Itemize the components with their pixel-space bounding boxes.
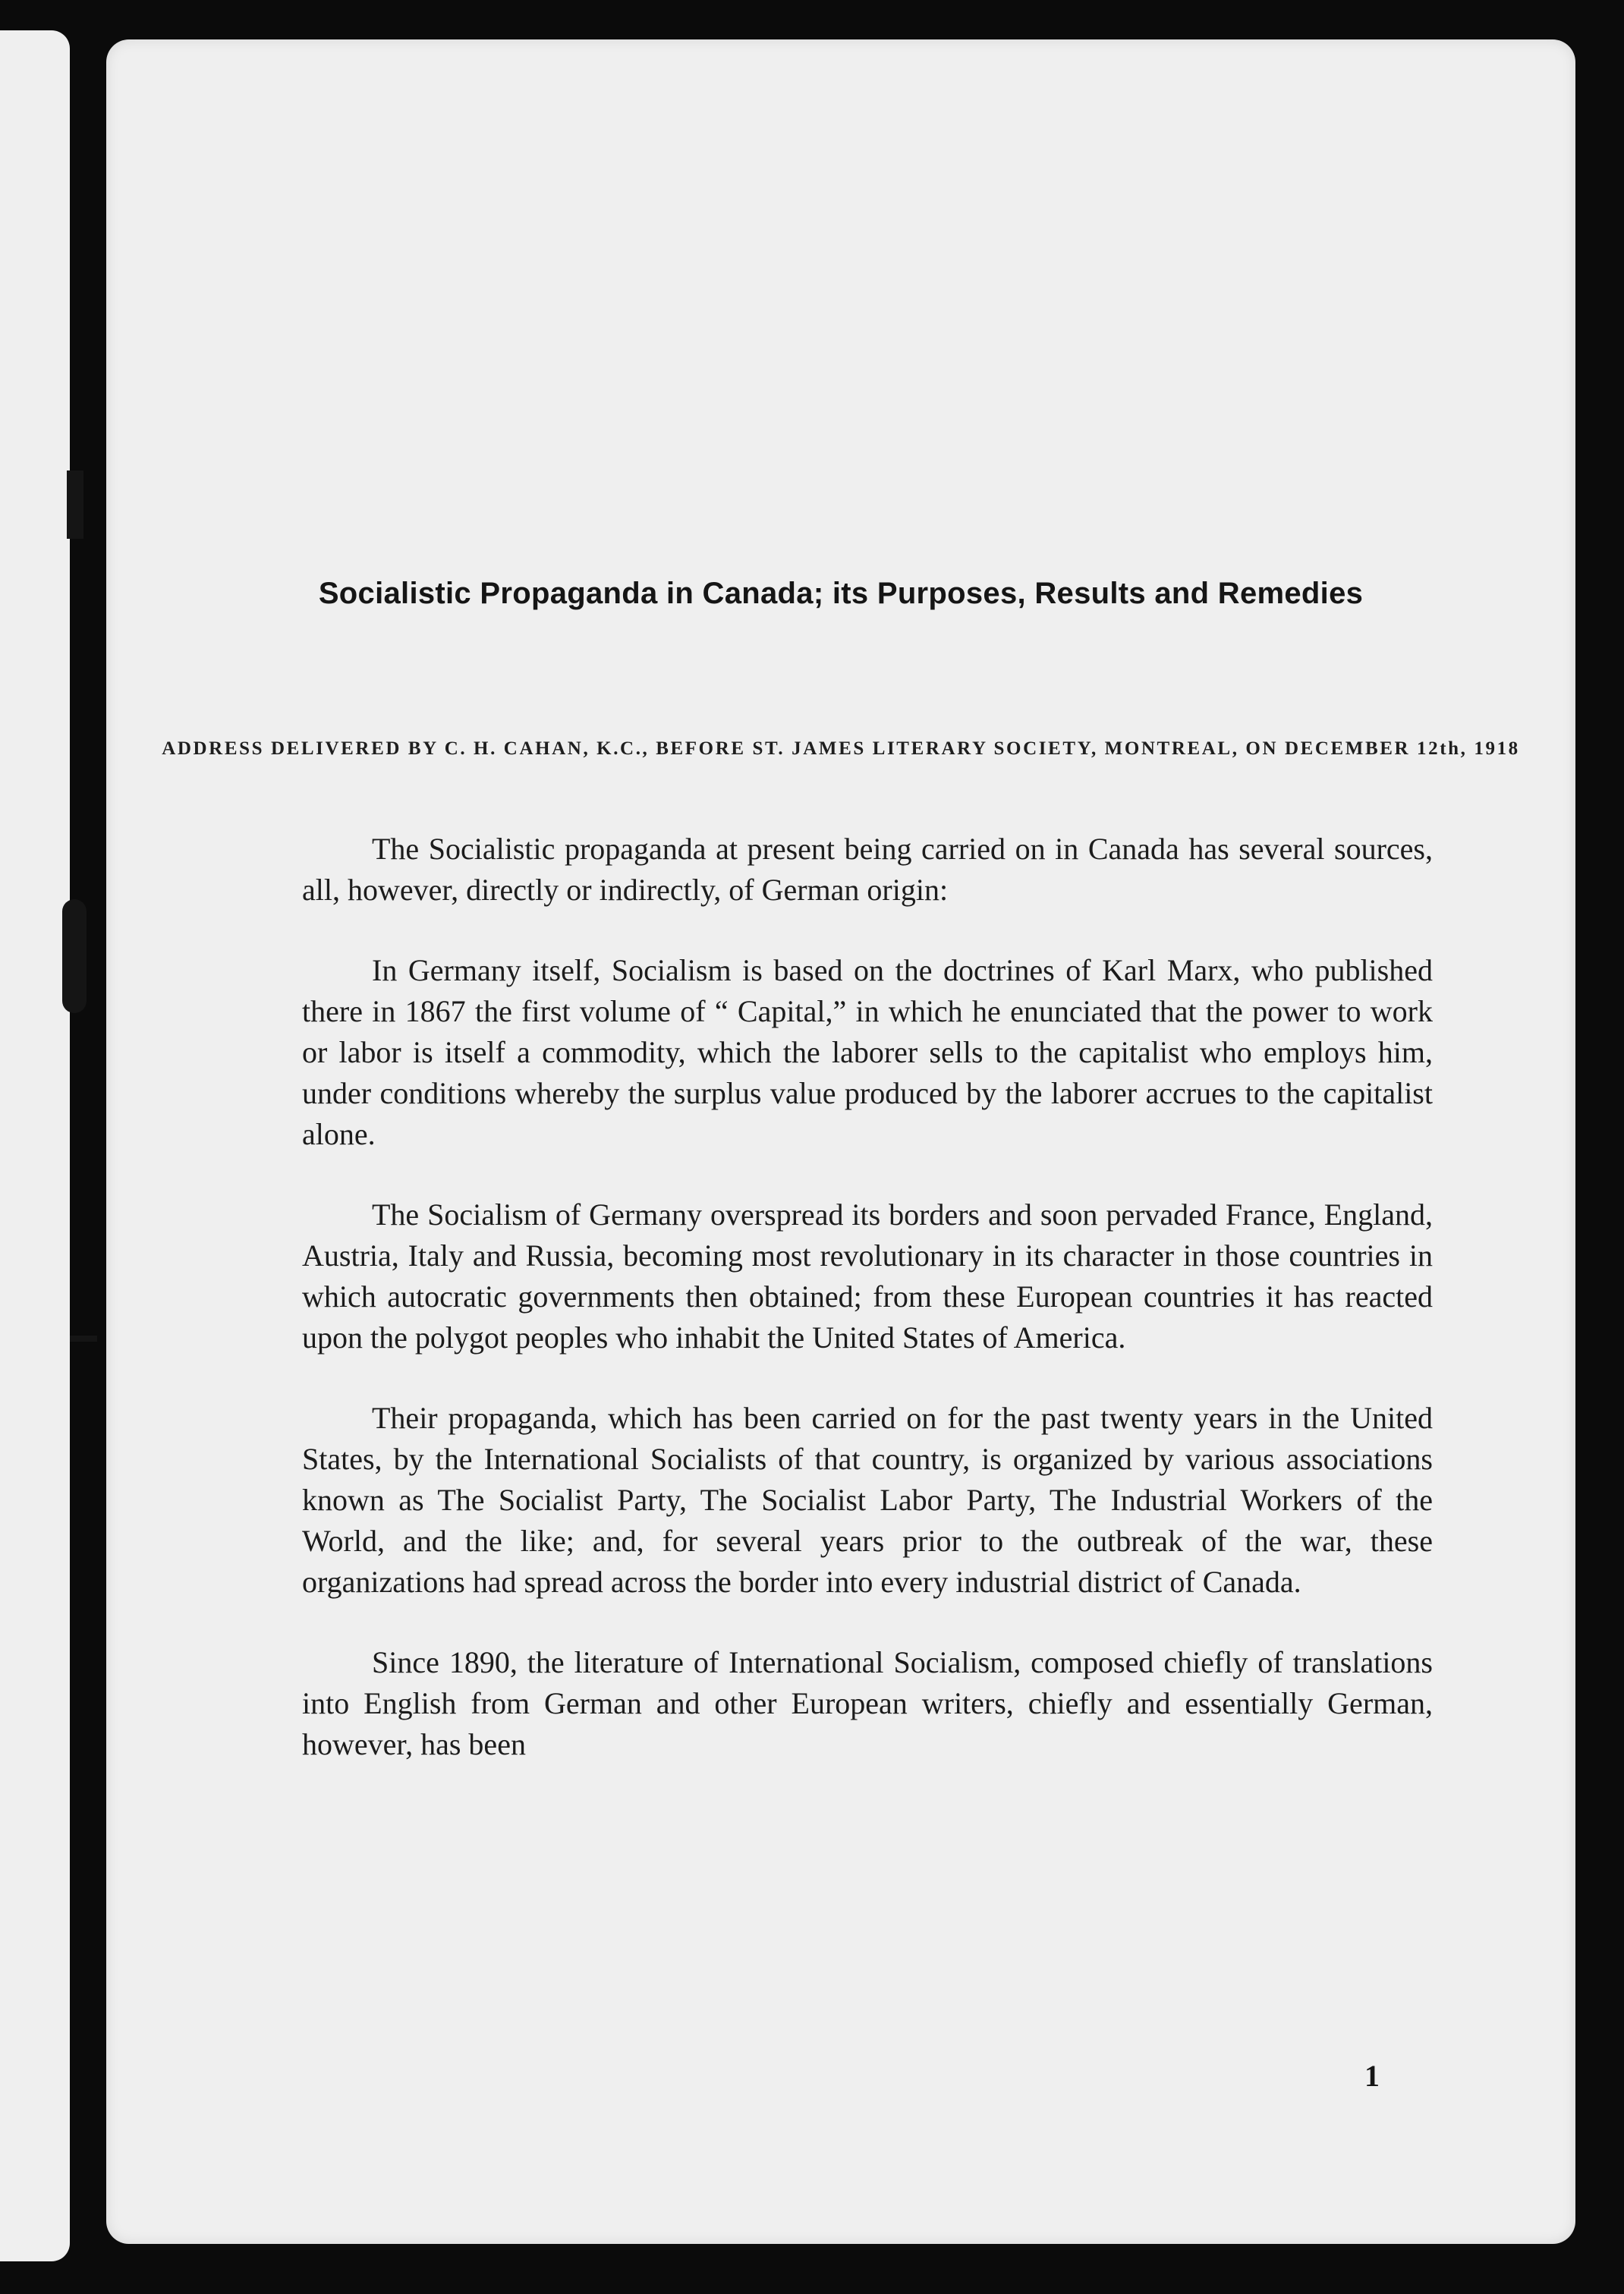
document-page	[106, 39, 1575, 2244]
binding-mark	[70, 1336, 97, 1342]
previous-page-edge	[0, 30, 70, 2261]
paragraph: The Socialism of Germany overspread its borders and soon pervaded France, England, Austria, Italy and Russia, becoming most revolutionary in its character in those countries in which autocratic governments then obtained; from these European countries it has reacted upon the polygot peoples who inhabit the United States of America.	[302, 1197, 1433, 1355]
document-title: Socialistic Propaganda in Canada; its Purposes, Results and Remedies	[318, 577, 1364, 610]
binding-mark	[67, 470, 83, 539]
paragraph: In Germany itself, Socialism is based on the doctrines of Karl Marx, who published there in 1867 the first volume of “ Capital,” in which he enunciated that the power to work or labor is itself a commodity, which the laborer sells to the capitalist who employs him, under conditions whereby the surplus value produced by the laborer accrues to the capitalist alone.	[302, 953, 1433, 1151]
page-number: 1	[1364, 2059, 1380, 2093]
paragraph: Their propaganda, which has been carried on for the past twenty years in the United States, by the International Socialists of that country, is organized by various associations known as The Socialist Party, The Socialist Labor Party, The Industrial Workers of the World, and the like; and, for several years prior to the outbreak of the war, these organizations had spread across the border into every industrial district of Canada.	[302, 1401, 1433, 1599]
body-text	[302, 829, 1433, 1805]
address-subtitle: ADDRESS DELIVERED BY C. H. CAHAN, K.C., BEFORE ST. JAMES LITERARY SOCIETY, MONTREAL, ON DECEMBER 12th, 1918	[162, 738, 1520, 759]
paragraph: The Socialistic propaganda at present being carried on in Canada has several sources, all, however, directly or indirectly, of German origin:	[302, 832, 1433, 907]
paragraph: Since 1890, the literature of International Socialism, composed chiefly of translations into English from German and other European writers, chiefly and essentially German, however, has been	[302, 1645, 1433, 1761]
binding-mark	[62, 899, 87, 1013]
